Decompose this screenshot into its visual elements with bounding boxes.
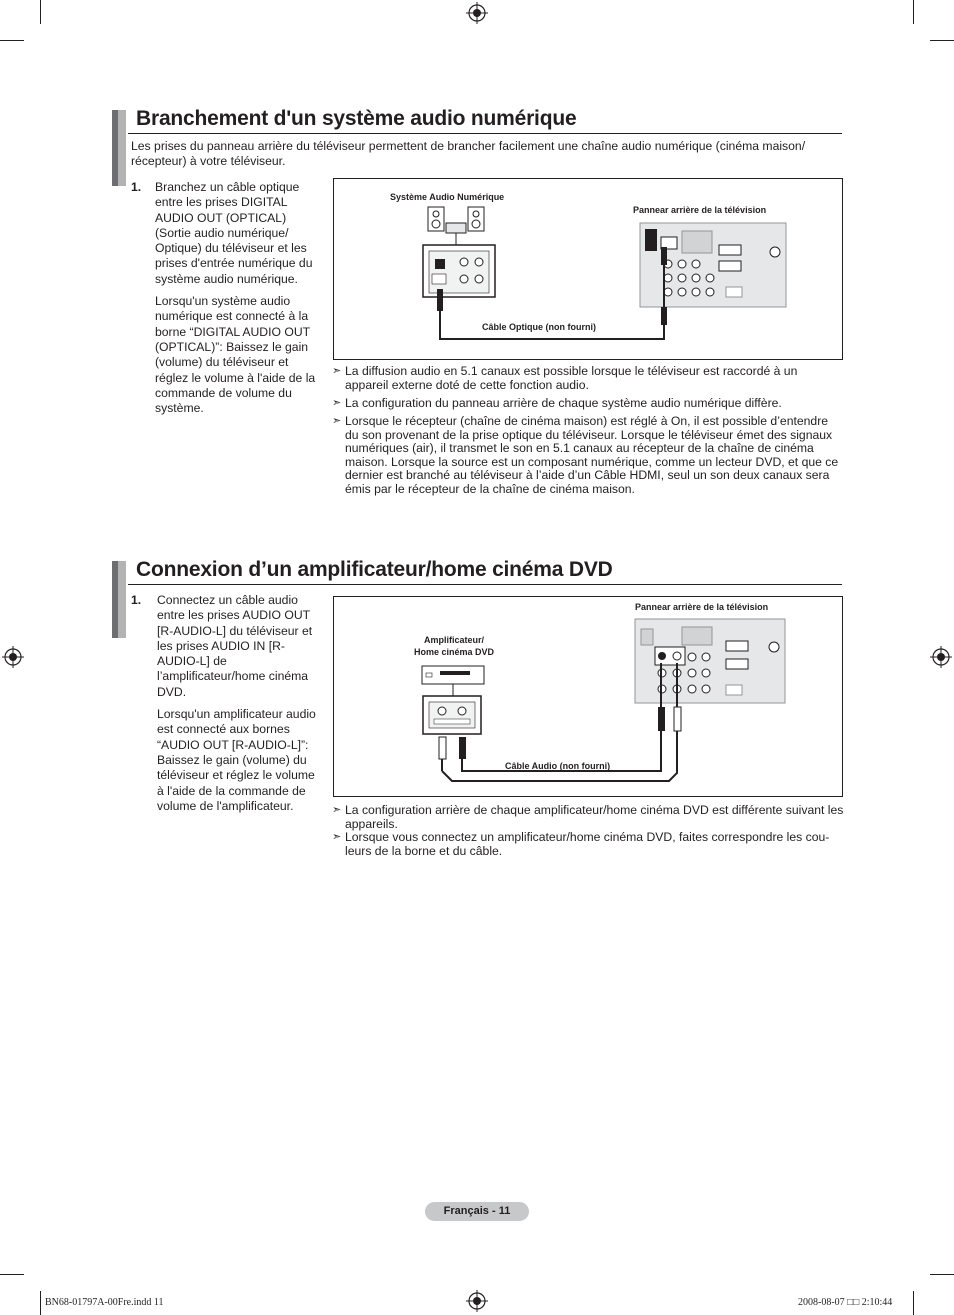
- note-item: [332, 365, 844, 392]
- diagram-label-device: Home cinéma DVD: [413, 647, 495, 657]
- note-text: Lorsque vous connectez un amplificateur/home cinéma DVD, faites correspondre les cou- leurs de la borne et du câble.: [345, 830, 830, 858]
- note-arrow-icon: ➣: [332, 804, 342, 816]
- page-number-badge: Français - 11: [425, 1202, 529, 1221]
- note-item: [332, 804, 844, 831]
- note-text: La configuration du panneau arrière de chaque système audio numérique diffère.: [345, 396, 782, 410]
- note-text: Lorsque le récepteur (chaîne de cinéma maison) est réglé à On, il est possible d’entendre du son provenant de la prise optique du téléviseur. Lorsque le téléviseur émet des signaux numériques (air), il transmet le son en 5.1 canaux au récepteur de la chaîne de cinéma maison. Lorsque la source est un composant numérique, comme un lecteur DVD, et que ce dernier est branché au téléviseur à l’aide d’un Câble HDMI, seul un son deux canaux sera émis par le récepteur de la chaîne de cinéma maison.: [345, 414, 839, 496]
- registration-mark-icon: [466, 2, 488, 24]
- registration-mark-icon: [2, 646, 24, 668]
- speaker-icon: [428, 207, 444, 231]
- note-text: La diffusion audio en 5.1 canaux est possible lorsque le téléviseur est raccordé à un appareil externe doté de cette fonction audio.: [345, 364, 798, 392]
- diagram-label-cable: Câble Audio (non fourni): [505, 761, 611, 771]
- note-item: [332, 831, 844, 858]
- step-number: 1.: [131, 593, 142, 607]
- crop-mark: [930, 1274, 954, 1275]
- note-arrow-icon: ➣: [332, 415, 342, 427]
- crop-mark: [0, 40, 24, 41]
- step-paragraph: Lorsqu'un amplificateur audio est connecté aux bornes “AUDIO OUT [R-AUDIO-L]”: Baissez le gain (volume) du téléviseur et réglez le volume à l'aide de la commande de volume de l'amplificateur.: [157, 707, 316, 813]
- step-text: [157, 593, 320, 821]
- amplifier-panel-icon: [423, 696, 481, 734]
- crop-mark: [930, 40, 954, 41]
- registration-mark-icon: [930, 646, 952, 668]
- crop-mark: [913, 1291, 914, 1315]
- connection-diagram-optical: [333, 178, 843, 360]
- step-number: 1.: [131, 180, 142, 194]
- section-rule: [128, 584, 842, 585]
- section-intro: Les prises du panneau arrière du téléviseur permettent de brancher facilement une chaîne audio numérique (cinéma maison/ récepteur) à votre téléviseur.: [131, 139, 806, 169]
- note-arrow-icon: ➣: [332, 397, 342, 409]
- note-item: [332, 397, 844, 411]
- crop-mark: [40, 1291, 41, 1315]
- registration-mark-icon: [466, 1290, 488, 1312]
- diagram-label-device: Amplificateur/: [423, 635, 485, 645]
- tv-rear-panel-icon: [635, 619, 785, 703]
- note-text: La configuration arrière de chaque amplificateur/home cinéma DVD est différente suivant les appareils.: [345, 803, 844, 831]
- step-paragraph: Branchez un câble optique entre les prises DIGITAL AUDIO OUT (OPTICAL) (Sortie audio numérique/ Optique) du téléviseur et les prises d'entrée numérique du système audio numérique.: [155, 180, 313, 286]
- section-title: Connexion d’un amplificateur/home cinéma DVD: [136, 558, 613, 581]
- receiver-panel-icon: [423, 245, 495, 297]
- step-paragraph: Connectez un câble audio entre les prises AUDIO OUT [R-AUDIO-L] du téléviseur et les prises AUDIO IN [R-AUDIO-L] de l’amplificateur/home cinéma DVD.: [157, 593, 313, 699]
- section-rule: [128, 133, 842, 134]
- step-text: [155, 180, 320, 423]
- section-marker-bar: [112, 561, 126, 638]
- connection-diagram-audio: [333, 596, 843, 797]
- diagram-illustration: [334, 179, 842, 359]
- diagram-label-device: Système Audio Numérique: [390, 192, 505, 202]
- dvd-player-icon: [422, 666, 484, 684]
- diagram-illustration: [334, 597, 842, 796]
- diagram-label-tv: Pannear arrière de la télévision: [635, 602, 769, 612]
- section-title: Branchement d'un système audio numérique: [136, 107, 577, 130]
- note-item: [332, 415, 844, 497]
- diagram-label-tv: Pannear arrière de la télévision: [633, 205, 767, 215]
- print-slug-file: BN68-01797A-00Fre.indd 11: [45, 1297, 164, 1308]
- note-arrow-icon: ➣: [332, 365, 342, 377]
- section-marker-bar: [112, 110, 126, 186]
- audio-receiver-icon: [446, 223, 466, 233]
- crop-mark: [0, 1274, 24, 1275]
- speaker-icon: [468, 207, 484, 231]
- diagram-label-cable: Câble Optique (non fourni): [482, 322, 596, 332]
- step-paragraph: Lorsqu'un système audio numérique est connecté à la borne “DIGITAL AUDIO OUT (OPTICAL)”: Baissez le gain (volume) du téléviseur et réglez le volume à l'aide de la commande de volume du système.: [155, 294, 316, 416]
- print-slug-date: 2008-08-07 □□ 2:10:44: [798, 1297, 893, 1308]
- crop-mark: [913, 0, 914, 24]
- crop-mark: [40, 0, 41, 24]
- note-arrow-icon: ➣: [332, 831, 342, 843]
